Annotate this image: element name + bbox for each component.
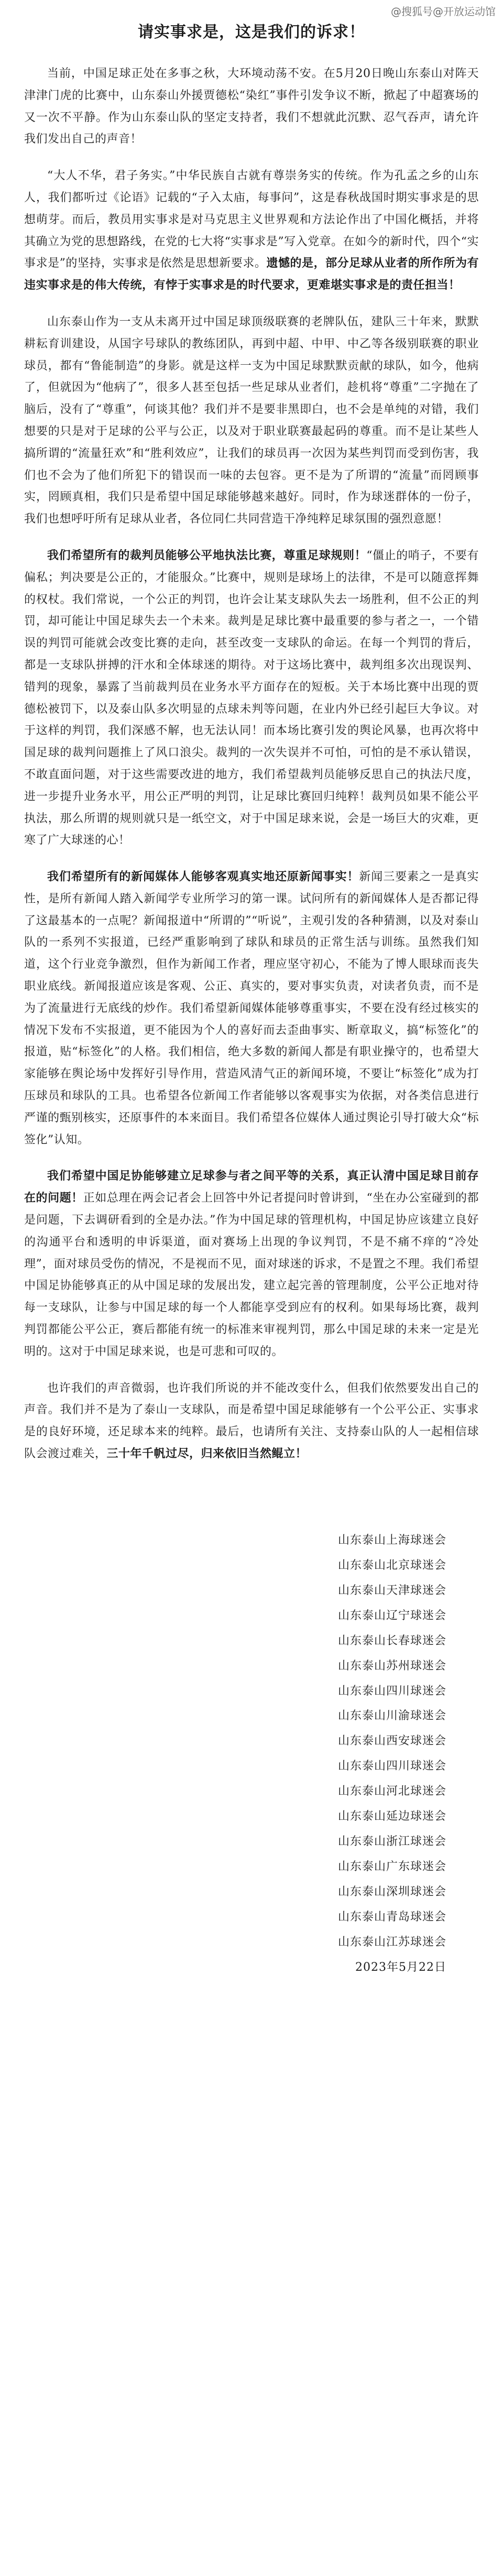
- signature-block: [24, 1528, 479, 1980]
- paragraph: [24, 1165, 479, 1362]
- text-run: “僵止的哨子，不要有偏私；判决要是公正的，才能服众。”比赛中，规则是球场上的法律，不是可以随意挥舞的权杖。我们常说，一个公正的判罚，也许会让某支球队失去一场胜利，但不公正的判罚，却可能让中国足球失去一个未来。裁判是足球比赛中最重要的参与者之一，一个错误的判罚可能就会改变比赛的走向，甚至改变一支球队的命运。在每一个判罚的背后，都是一支球队拼搏的汗水和全体球迷的期待。对于这场比赛中，裁判组多次出现误判、错判的现象，暴露了当前裁判员在业务水平方面存在的短板。关于本场比赛中出现的贾德松被罚下，以及泰山队多次明显的点球未判等问题，在业内外已经引起巨大争议。对于这样的判罚，我们深感不解，也无法认同！而本场比赛引发的舆论风暴，也再次将中国足球的裁判问题推上了风口浪尖。裁判的一次失误并不可怕，可怕的是不承认错误，不敢直面问题，对于这些需要改进的地方，我们希望裁判员能够反思自己的执法尺度，进一步提升业务水平，用公正严明的判罚，让足球比赛回归纯粹！裁判员如果不能公平执法，那么所谓的规则就只是一纸空文，对于中国足球来说，会是一场巨大的灾难，更寒了广大球迷的心！: [24, 549, 479, 847]
- text-run: 山东泰山作为一支从未离开过中国足球顶级联赛的老牌队伍，建队三十年来，默默耕耘育训建设，从国字号球队的教练团队，再到中超、中甲、中乙等各级别联赛的职业球员，都有“鲁能制造”的身影。就是这样一支为中国足球默默贡献的球队，如今，他病了，但就因为“他病了”，很多人甚至包括一些足球从业者们，趁机将“尊重”二字抛在了脑后，没有了“尊重”，何谈其他？我们并不是要非黑即白，也不会是单纯的对错，我们想要的只是对于足球的公平与公正，以及对于职业联赛最起码的尊重。而不是让某些人搞所谓的“流量狂欢”和“胜利效应”，让我们的球员再一次因为某些判罚而受到伤害，我们也不会为了他们所犯下的错误而一味的去包容。更不是为了所谓的“流量”而罔顾事实，罔顾真相，我们只是希望中国足球能够越来越好。同时，作为球迷群体的一份子，我们也想呼吁所有足球从业者，各位同仁共同营造干净纯粹足球氛围的强烈意愿！: [24, 315, 479, 526]
- signatory: 山东泰山青岛球迷会: [337, 1911, 446, 1924]
- text-run: 新闻三要素之一是真实性，是所有新闻人踏入新闻学专业所学习的第一课。试问所有的新闻媒体人是否都记得了这最基本的一点呢？新闻报道中“所谓的”“听说”，主观引发的各种猜测，以及对泰山队的一系列不实报道，已经严重影响到了球队和球员的正常生活与训练。虽然我们知道，这个行业竞争激烈，但作为新闻工作者，理应坚守初心，不能为了博人眼球而丧失职业底线。新闻报道应该是客观、公正、真实的，要对事实负责，对读者负责，而不是为了流量进行无底线的炒作。我们希望新闻媒体能够尊重事实，不要在没有经过核实的情况下发布不实报道，更不能因为个人的喜好而去歪曲事实、断章取义，搞“标签化”的报道，贴“标签化”的人格。我们相信，绝大多数的新闻人都是有职业操守的，也希望大家能够在舆论场中发挥好引导作用，营造风清气正的新闻环境，不要让“标签化”成为打压球员和球队的工具。也希望各位新闻工作者能够以客观事实为依据，对各类信息进行严谨的甄别核实，还原事件的本来面目。我们希望各位媒体人通过舆论引导打破大众“标签化”认知。: [24, 870, 479, 1147]
- signatory: 山东泰山延边球迷会: [337, 1810, 446, 1824]
- signatory: 山东泰山辽宁球迷会: [337, 1609, 446, 1622]
- signatory-list: [24, 1528, 446, 1955]
- article-title: 请实事求是，这是我们的诉求！: [138, 23, 365, 41]
- signatory: 山东泰山长春球迷会: [337, 1634, 446, 1647]
- signatory: 山东泰山浙江球迷会: [337, 1835, 446, 1849]
- signatory: 山东泰山深圳球迷会: [337, 1885, 446, 1899]
- text-run: 当前，中国足球正处在多事之秋，大环境动荡不安。在5月20日晚山东泰山对阵天津津门虎的比赛中，山东泰山外援贾德松“染红”事件引发争议不断，掀起了中超赛场的又一次不平静。作为山东泰山队的坚定支持者，我们不想就此沉默、忍气吞声，请允许我们发出自己的声音！: [24, 67, 479, 146]
- letter-date: 2023年5月22日: [355, 1961, 446, 1974]
- paragraph: [24, 1378, 479, 1465]
- paragraph: [24, 866, 479, 1151]
- bold-text: 我们希望中国足协能够建立足球参与者之间平等的关系，真正认清中国足球目前存在的问题！: [24, 1169, 479, 1205]
- source-watermark: @搜狐号@开放运动馆: [391, 5, 496, 18]
- signatory: 山东泰山广东球迷会: [337, 1860, 446, 1874]
- signatory: 山东泰山北京球迷会: [337, 1558, 446, 1572]
- text-run: “大人不华，君子务实。”中华民族自古就有尊崇务实的传统。作为孔孟之乡的山东人，我们都听过《论语》记载的“子入太庙，每事问”，这是春秋战国时期实事求是的思想萌芽。而后，教员用实事求是对马克思主义世界观和方法论作出了中国化概括，并将其确立为党的思想路线，在党的七大将“实事求是”写入党章。在如今的新时代，四个“实事求是”的坚持，实事求是依然是思想新要求。: [24, 169, 479, 270]
- signatory: 山东泰山河北球迷会: [337, 1785, 446, 1798]
- bold-text: 遗憾的是，部分足球从业者的所作所为有违实事求是的伟大传统，有悖于实事求是的时代要求，更难堪实事求是的责任担当！: [24, 256, 479, 292]
- paragraph: [24, 63, 479, 150]
- signatory: 山东泰山川渝球迷会: [337, 1709, 446, 1723]
- signatory: 山东泰山江苏球迷会: [337, 1936, 446, 1949]
- signatory: 山东泰山上海球迷会: [337, 1533, 446, 1547]
- bold-text: 我们希望所有的新闻媒体人能够客观真实地还原新闻事实！: [47, 870, 359, 884]
- signatory: 山东泰山西安球迷会: [337, 1734, 446, 1748]
- signatory: 山东泰山苏州球迷会: [337, 1659, 446, 1673]
- paragraph: [24, 165, 479, 297]
- bold-text: 我们希望所有的裁判员能够公平地执法比赛，尊重足球规则！: [47, 548, 367, 562]
- paragraph: [24, 545, 479, 852]
- text-run: 正如总理在两会记者会上回答中外记者提问时曾讲到，“坐在办公室碰到的都是问题，下去调研看到的全是办法。”作为中国足球的管理机构，中国足协应该建立良好的沟通平台和透明的申诉渠道，面对赛场上出现的争议判罚，不是不痛不痒的“冷处理”，面对球员受伤的情况，不是视而不见，面对球迷的诉求，不是置之不理。我们希望中国足协能够真正的从中国足球的发展出发，建立起完善的管理制度，公平公正地对待每一支球队，让参与中国足球的每一个人都能享受到应有的权利。如果每场比赛，裁判判罚都能公平公正，赛后都能有统一的标准来审视判罚，那么中国足球的未来一定是光明的。这对于中国足球来说，也是可悲和可叹的。: [24, 1192, 479, 1358]
- paragraph: [24, 311, 479, 530]
- article-body: [24, 63, 479, 1465]
- signatory: 山东泰山天津球迷会: [337, 1584, 446, 1597]
- bold-text: 三十年千帆过尽，归来依旧当然鲲立！: [106, 1447, 308, 1461]
- signatory: 山东泰山四川球迷会: [337, 1684, 446, 1698]
- signatory: 山东泰山四川球迷会: [337, 1760, 446, 1773]
- text-run: 也许我们的声音微弱，也许我们所说的并不能改变什么，但我们依然要发出自己的声音。我们并不是为了泰山一支球队，而是希望中国足球能够有一个公平公正、实事求是的良好环境，还足球本来的纯粹。最后，也请所有关注、支持泰山队的人一起相信球队会渡过难关，: [24, 1381, 479, 1461]
